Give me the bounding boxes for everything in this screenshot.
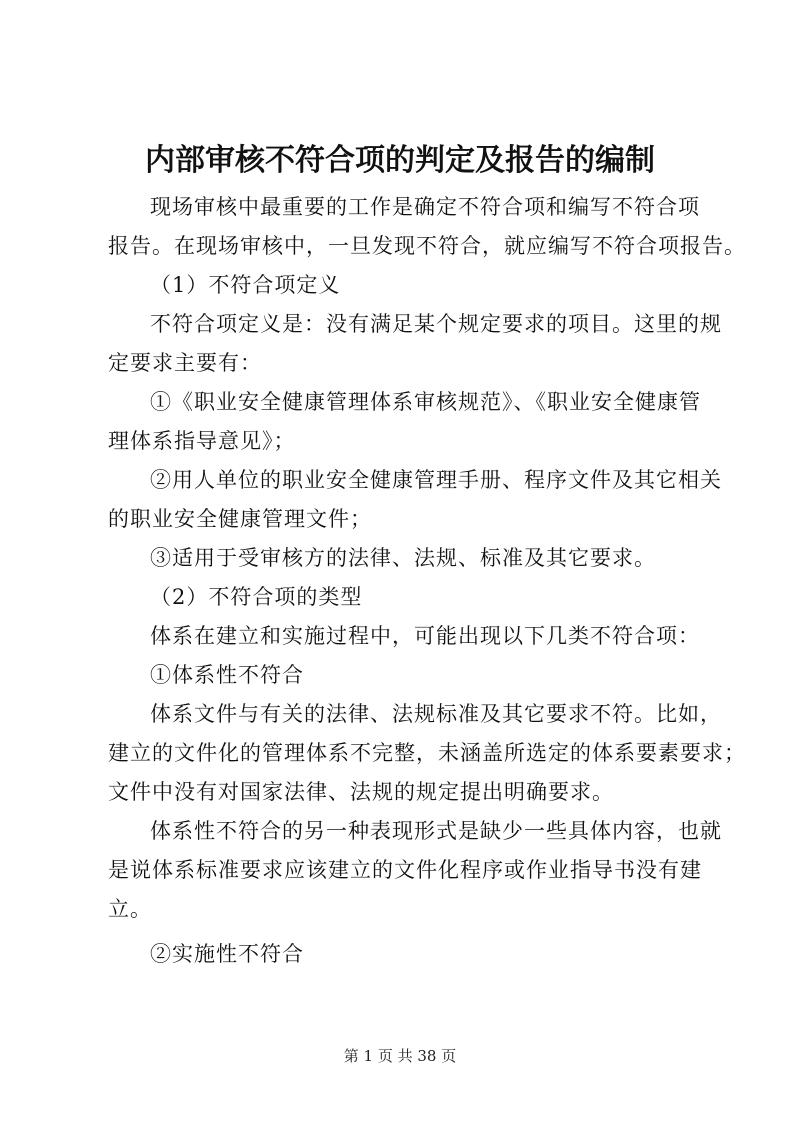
section-heading: （2）不符合项的类型 <box>150 585 363 609</box>
body-line: 定要求主要有： <box>108 351 262 375</box>
body-line: 是说体系标准要求应该建立的文件化程序或作业指导书没有建 <box>108 858 702 882</box>
body-line: 建立的文件化的管理体系不完整，未涵盖所选定的体系要素要求； <box>108 741 746 765</box>
body-line: 文件中没有对国家法律、法规的规定提出明确要求。 <box>108 780 614 804</box>
body-line: 报告。在现场审核中，一旦发现不符合，就应编写不符合项报告。 <box>108 234 746 258</box>
body-line: 现场审核中最重要的工作是确定不符合项和编写不符合项 <box>150 195 700 219</box>
document-body <box>108 188 746 974</box>
body-line: ①《职业安全健康管理体系审核规范》、《职业安全健康管 <box>150 390 701 414</box>
section-heading: （1）不符合项定义 <box>150 273 341 297</box>
body-line: 立。 <box>108 897 152 921</box>
body-line: ③适用于受审核方的法律、法规、标准及其它要求。 <box>150 546 656 570</box>
body-line: 不符合项定义是：没有满足某个规定要求的项目。这里的规 <box>150 312 722 336</box>
body-line: 的职业安全健康管理文件； <box>108 507 372 531</box>
subsection-heading: ②实施性不符合 <box>150 942 304 966</box>
subsection-heading: ①体系性不符合 <box>150 663 304 687</box>
body-line: 体系性不符合的另一种表现形式是缺少一些具体内容，也就 <box>150 819 722 843</box>
body-line: 体系文件与有关的法律、法规标准及其它要求不符。比如， <box>150 702 722 726</box>
body-line: 体系在建立和实施过程中，可能出现以下几类不符合项： <box>150 624 700 648</box>
page-footer: 第 1 页 共 38 页 <box>343 1047 457 1065</box>
body-line: 理体系指导意见》； <box>108 429 296 453</box>
body-line: ②用人单位的职业安全健康管理手册、程序文件及其它相关 <box>150 468 722 492</box>
document-title: 内部审核不符合项的判定及报告的编制 <box>145 143 655 178</box>
